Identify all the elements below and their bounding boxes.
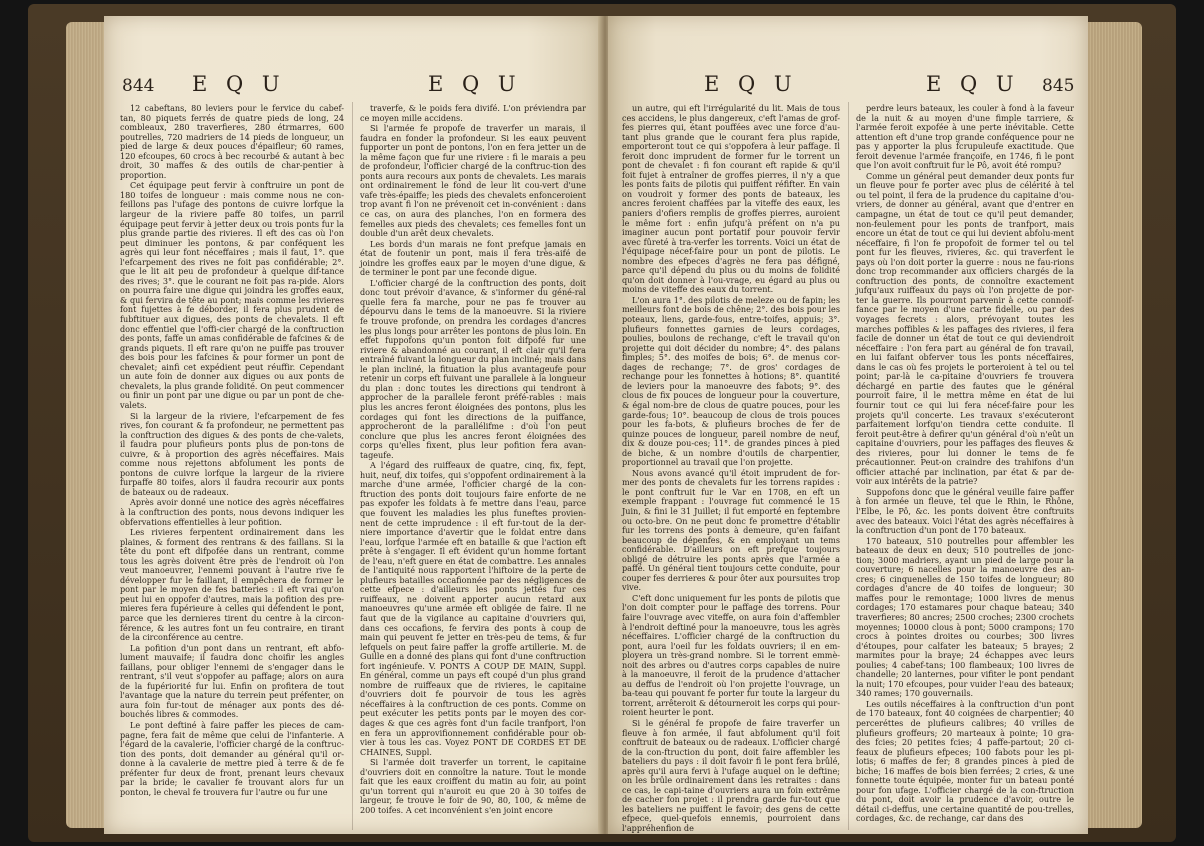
right-running-head-1: E Q U — [704, 72, 798, 96]
column-rule — [352, 102, 353, 830]
paragraph: Nous avons avancé qu'il étoit imprudent de for-mer des ponts de chevalets fur les torrens rapides : le pont conftruit fur le Var en 1708, en eft un exemple frappant : l'ouvrage fut commencé le 15 Juin, & fini le 31 Juillet; il fut emporté en feptembre ou octo-bre. On ne peut donc fe promettre d'établir fur les torrens des ponts à demeure, qu'en faifant beaucoup de dépenfes, & en employant un tems confidérable. D'ailleurs on eft prefque toujours obligé de détruire les ponts après que l'armée a paffé. Un général tient toujours cette conduite, pour couper fes derrieres & pour ôter aux poursuites trop vive. — [622, 467, 840, 593]
paragraph: Si le général fe propofe de faire traverfer un fleuve à fon armée, il faut abfolument qu'il foit conftruit de bateaux ou de radeaux. L'officier chargé de la con-ftruction du pont, doit faire affembler les bateliers du pays : il doit favoir fi le pont fera brûlé, après qu'il aura fervi à l'ufage auquel on le deftine; on les brûle ordinairement dans les retraites : dans ce cas, le capi-taine d'ouvriers aura un foin extrême de cacher fon projet : il prendra garde fur-tout que les bateliers ne puiffent le favoir; des gens de cette efpece, quel-quefois ennemis, pourroient dans l'appréhenfion de — [622, 718, 840, 834]
left-page-edges — [66, 22, 106, 828]
paragraph: Si l'armée fe propofe de traverfer un marais, il faudra en fonder la profondeur. Si les eaux peuvent fupporter un pont de pontons, l'on en fera jetter un de la même façon que fur une riviere : fi le marais a peu de profondeur, l'officier chargé de la conftruc-tion des ponts aura recours aux ponts de chevalets. Les marais ont ordinairement le fond de leur lit cou-vert d'une vafe très-épaiffe; les pieds des chevalets enfonceroient trop avant fi l'on ne prévenoit cet in-convénient : dans ce cas, on aura des planches, l'on en formera des femelles aux pieds des chevalets; ces femelles font un double d'un arêt deux chevalets. — [360, 123, 586, 239]
paragraph: La pofition d'un pont dans un rentrant, eft abfo-lument mauvaife; il faudra donc choifir les angles faillans, pour obliger l'ennemi de s'engager dans le rentrant, s'il veut s'oppofer au paffage; alors on aura de la fupériorité fur lui. Enfin on profitera de tout l'avantage que la nature du terrein peut préfenter, on aura foin fur-tout de ménager aux ponts des dé-bouchés libres & commodes. — [120, 642, 344, 720]
paragraph: L'on aura 1°. des pilotis de meleze ou de fapin; les meilleurs font de bois de chêne; 2°. des bois pour les poteaux, liens, garde-fous, entre-toifes, appuis; 3°. plufieurs fonnettes garnies de leurs cordages, poulies, boulons de rechange, c'eft le travail qu'on projette qui doit décider du nombre; 4°. des palans fimples; 5°. des moifes de bois; 6°. de menus cor-dages de rechange; 7°. de gros' cordages de rechange pour les fonnettes à hotions; 8°. quantité de leviers pour la manoeuvre des fabots; 9°. des clous de fix pouces de longueur pour la couverture, & égal nom-bre de clous de quatre pouces, pour les garde-fous; 10°. beaucoup de clous de trois pouces pour les fa-bots, & plufieurs broches de fer de quinze pouces de longueur, pareil nombre de neuf, dix & douze pou-ces; 11°. de grandes pinces à pied de biche, & un nombre d'outils de charpentier, proportionnel au travail que l'on projette. — [622, 294, 840, 468]
right-column-2 — [856, 104, 1074, 824]
left-page — [104, 16, 602, 834]
paragraph: C'eft donc uniquement fur les ponts de pilotis que l'on doit compter pour le paffage des torrens. Pour faire l'ouvrage avec viteffe, on aura foin d'affembler à l'endroit deftiné pour la manoeuvre, tous les agrès néceffaires. L'officier chargé de la conftruction du pont, aura l'oeil fur les foldats ouvriers; il en em-ployera un très-grand nombre. Si le torrent emmè-noit des arbres ou d'autres corps capables de nuire à la manoeuvre, il feroit de la prudence d'attacher au deffus de l'endroit où l'on projette l'ouvrage, un ba-teau qui pouvant fe porter fur toute la largeur du torrent, arrêteroit & détourneroit les corps qui pour-roient heurter le pont. — [622, 592, 840, 718]
right-column-1 — [622, 104, 840, 834]
paragraph: traverfe, & le poids fera divifé. L'on préviendra par ce moyen mille accidens. — [360, 103, 586, 123]
paragraph: Le pont deftiné à faire paffer les pieces de cam-pagne, fera fait de même que celui de l'infanterie. A l'égard de la cavalerie, l'officier chargé de la conftruc-tion des ponts, doit demander au général qu'il or-donne à la cavalerie de mettre pied à terre & de fe préfenter fur deux de front, prenant leurs chevaux par la bride; le cavalier fe trouvant alors fur un ponton, le cheval fe trouvera fur l'autre ou fur une — [120, 720, 344, 797]
right-page-edges — [1086, 22, 1142, 828]
paragraph: Les outils néceffaires à la conftruction d'un pont de 170 bateaux, font 40 coignées de charpentier; 40 perceréttes de plufieurs calibres; 40 vrilles de plufieurs groffeurs; 20 marteaux à pointe; 10 gra-des fcies; 20 petites fcies; 4 paffe-partout; 20 ci-feaux de plufieurs efpeces; 100 fabots pour les pi-lotis; 6 maffes de fer; 8 grandes pinces à pied de biche; 16 maffes de bois bien ferrées; 2 cries, & une fonnette toute équipée, monter fur un bateau ponté pour fon ufage. L'officier chargé de la con-ftruction du pont, doit avoir la prudence d'avoir, outre le détail ci-deffus, une certaine quantité de pou-trelles, cordages, &c. de rechange, car dans des — [856, 698, 1074, 824]
paragraph: Les bords d'un marais ne font prefque jamais en état de foutenir un pont, mais il fera très-aifé de joindre les groffes eaux par le moyen d'une digue, & de terminer le pont par une feconde digue. — [360, 238, 586, 278]
paragraph: Si la largeur de la riviere, l'efcarpement de fes rives, fon courant & fa profondeur, ne permettent pas la conftruction des digues & des ponts de che-valets, il faudra pour plufieurs ponts plus de pon-tons de cuivre, & à proportion des agrès néceffaires. Mais comme nous rejettons abfolument les ponts de pontons de cuivre lorfque la largeur de la riviere furpaffe 80 toifes, alors il faudra recourir aux ponts de bateaux ou de radeaux. — [120, 410, 344, 497]
left-running-head-2: E Q U — [428, 72, 522, 96]
paragraph: Comme un général peut demander deux ponts fur un fleuve pour fe porter avec plus de célérité à tel ou tel point, il fera de la prudence du capitaine d'ou-vriers, de donner au général, avant que d'entrer en campagne, un état de tout ce qu'il peut demander, non-feulement pour les ponts de tranfport, mais encore un état de tout ce qui lui devient abfolu-ment néceffaire, fi l'on fe propofoit de former tel ou tel pont fur les fleuves, rivieres, &c. qui traverfent le pays où l'on doit porter la guerre : nous ne fau-rions donc trop recommander aux officiers chargés de la conftruction des ponts, de connoître exactement jufqu'aux ruiffeaux du pays où l'on projette de por-ter la guerre. Ils pourront parvenir à cette connoif-fance par le moyen d'une carte fidelle, ou par des voyages fecrets : alors, prévoyant toutes les marches poffibles & les paffages des rivieres, il fera facile de donner un état de tout ce qui deviendroit néceffaire : l'on fera part au général de fon travail, en lui faifant obferver tous les ponts néceffaires, dans le cas où fes projets le porteroient à tel ou tel point; par-là le ca-pitaine d'ouvriers fe trouvera déchargé en partie des fautes que le général pourroit faire, il le mettra même en état de lui fournir tout ce qui lui fera nécef-faire pour les projets qu'il concerte. Les travaux s'exécuteront parfaitement lorfqu'on tiendra cette conduite. Il feroit peut-être à defirer qu'un général d'où n'eût un capitaine d'ouvriers, pour les paffages des fleuves & des rivieres, pour lui donner le tems de fe précautionner. Peut-on craindre des trahifons d'un officier attaché par inclination, par état & par de-voir aux intérêts de la patrie? — [856, 170, 1074, 487]
paragraph: Cet équipage peut fervir à conftruire un pont de 180 toifes de longueur : mais comme nous ne con-feillons pas l'ufage des pontons de cuivre lorfque la largeur de la riviere paffe 80 toifes, un parril équipage peut fervir à jetter deux ou trois ponts fur la plus grande partie des rivieres. Il eft des cas où l'on peut diminuer les pontons, & par conféquent les agrès qui leur font néceffaires ; mais il faut, 1°. que l'efcarpement des rives ne foit pas confidérable; 2°. que le lit ait peu de profondeur à quelque dif-tance des rives; 3°. que le courant ne foit pas ra-pide. Alors on pourra faire une digue qui joindra les groffes eaux, & qui fervira de tête au pont; mais comme les rivieres font fujettes à fe déborder, il fera plus prudent de fubftituer aux digues, des ponts de chevalets. Il eft donc effentiel que l'offi-cier chargé de la conftruction des ponts, faffe un amas confidérable de fafcines & de grands piquets. Il eft rare qu'on ne puiffe pas trouver des bois pour les fafcines & pour former un pont de chevalet; ainfi cet expédient peut réuffir. Cependant un aute foin de donner aux digues ou aux ponts de chevalets, la plus grande folidité. On peut commencer ou finir un pont par une digue ou par un pont de che-valets. — [120, 180, 344, 410]
paragraph: un autre, qui eft l'irrégularité du lit. Mais de tous ces accidens, le plus dangereux, c'eft l'amas de grof-fes pierres qui, étant pouffées avec une force d'au-tant plus grande que le courant fera plus rapide, emporteront tout ce qui s'oppofera à leur paffage. Il feroit donc imprudent de former fur le torrent un pont de chevalet : fi fon courant eft rapide & qu'il foit fujet à entraîner de groffes pierres, il n'y a que les ponts faits de pilotis qui puiffent réfifter. En vain on voudroit y former des ponts de bateaux, les ancres feroient chaffées par la viteffe des eaux, les paniers d'ofiers remplis de groffes pierres, auroient le même fort : enfin jufqu'à préfent on n'a pu imaginer aucun pont portatif pour pouvoir fervir avec fûreté à tra-verfer les torrents. Voici un état de l'équipage nécef-faire pour un pont de pilotis. Le nombre des efpeces d'agrès ne fera pas défigné, parce qu'il dépend du plus ou du moins de folidité qu'on doit donner à l'ou-vrage, eu égard au plus ou moins de viteffe des eaux du torrent. — [622, 103, 840, 295]
paragraph: L'officier chargé de la conftruction des ponts, doit donc tout prévoir d'avance, & s'informer du géné-ral quelle fera fa marche, pour ne pas fe trouver au dépourvu dans le tems de la manoeuvre. Si la riviere fe trouve profonde, on prendra les cordages d'ancres les plus longs pour arrêter les pontons de plus loin. En effet fuppofons qu'un ponton foit difpofé fur une riviere & abandonné au courant, il eft clair qu'il fera entraîné fuivant la longueur du plan incliné; mais dans le plan incliné, la fituation la plus avantageufe pour retenir un corps eft fuivant une parallele à la longueur du plan : donc toutes les directions qui tendront à approcher de la parallele feront préfé-rables : mais plus les ancres feront éloignées des pontons, plus les cordages qui font les directions de la puiffance, approcheront de la parallélifme : d'où l'on peut conclure que plus les ancres feront éloignées des corps qu'elles fixent, plus leur pofition fera avan-tageufe. — [360, 277, 586, 460]
paragraph: Après avoir donné une notice des agrès néceffaires à la conftruction des ponts, nous devons indiquer les obfervations effentielles à leur pofition. — [120, 497, 344, 527]
left-column-1 — [120, 104, 344, 797]
paragraph: 12 cabeftans, 80 leviers pour le fervice du cabef-tan, 80 piquets ferrés de quatre pieds de long, 24 combleaux, 280 traverfieres, 280 étrmarres, 600 poutrelles, 720 madriers de 14 pieds de longueur, un pied de large & deux pouces d'épaifleur; 60 rames, 120 efcoupes, 60 crocs à bec recourbé & autant à bec droit, 30 maffes & des outils de char-pentier à proportion. — [120, 103, 344, 180]
right-page — [608, 16, 1088, 834]
paragraph: A l'égard des ruiffeaux de quatre, cinq, fix, fept, huit, neuf, dix toifes, qui s'oppofent ordinairement à la marche d'une armée, l'officier chargé de la con-ftruction des ponts doit toujours faire enforte de ne pas expofer les foldats à fe mettre dans l'eau, parce que fouvent les maladies les plus funeftes provien-nent de cette imprudence : il eft fur-tout de la der-niere importance d'avertir que le foldat entre dans l'eau, lorfque l'armée eft en bataille & que l'action eft prête à s'engager. Il eft évident qu'un homme fortant de l'eau, n'eft guere en état de combattre. Les annales de l'antiquité nous rapportent l'hiftoire de la perte de plufieurs batailles occafionnée par des négligences de cette efpece : d'ailleurs les ponts jettés fur ces ruiffeaux, ne doivent apporter aucun retard aux manoeuvres qu'une armée eft obligée de faire. Il ne faut que de la vigilance au capitaine d'ouvriers qui, dans ces occafions, fe fervira des ponts à coup de main qui peuvent fe jetter en très-peu de tems, & fur lefquels on peut faire paffer la groffe artillerie. M. de Guille en a donné des plans qui font d'une conftruction fort ingénieufe. V. PONTS A COUP DE MAIN, Suppl. En général, comme un pays eft coupé d'un plus grand nombre de ruiffeaux que de rivieres, le capitaine d'ouvriers doit fe pourvoir de tous les agrès néceffaires à la conftruction de ces ponts. Comme on peut exécuter les petits ponts par le moyen des cor-dages & que ces agrès font d'un facile tranfport, l'on en fera un approvifionnement confidérable pour ob-vier à tous les cas. Voyez PONT DE CORDES ET DE CHAINES, Suppl. — [360, 460, 586, 757]
paragraph: perdre leurs bateaux, les couler à fond à la faveur de la nuit & au moyen d'une fimple tarriere, & l'armée feroit expofée à une perte inévitable. Cette attention eft d'une trop grande conféquence pour ne pas y apporter la plus fcrupuleufe exactitude. Que feroit devenue l'armée françoife, en 1746, fi le pont que l'on avoit conftruit fur le Pô, avoit été rompu? — [856, 103, 1074, 171]
paragraph: Les rivieres ferpentent ordinairement dans les plaines, & forment des rentrans & des faillans. Si la tête du pont eft difpofée dans un rentrant, comme tous les agrès doivent être près de l'endroit où l'on veut manoeuvrer, l'ennemi pouvant à l'autre rive fe développer fur le faillant, il empêchera de former le pont par le moyen de fes batteries : il eft vrai qu'on peut lui en oppofer d'autres, mais la pofition des pre-mieres fera fupérieure à celles qui défendent le pont, parce que les dernieres tirent du centre à la circon-férence, & les autres font un feu contraire, en tirant de la circonférence au centre. — [120, 527, 344, 643]
paragraph: Suppofons donc que le général veuille faire paffer à fon armée un fleuve, tel que le Rhin, le Rhône, l'Elbe, le Pô, &c. les ponts doivent être conftruits avec des bateaux. Voici l'état des agrès néceffaires à la conftruction d'un pont de 170 bateaux. — [856, 486, 1074, 536]
left-page-number: 844 — [122, 76, 155, 96]
left-column-2 — [360, 104, 586, 815]
left-running-head-1: E Q U — [192, 72, 286, 96]
right-running-head-2: E Q U — [926, 72, 1020, 96]
column-rule — [848, 102, 849, 830]
paragraph: 170 bateaux, 510 poutrelles pour affembler les bateaux de deux en deux; 510 poutrelles de jonc-tion; 3000 madriers, ayant un pied de large pour la couverture; 6 nacelles pour la manoeuvre des an-cres; 6 cinquenelles de 150 toifes de longueur; 80 cordages d'ancre de 40 toifes de longueur; 30 maffes pour le remontage; 1000 livres de menus cordages; 170 estamares pour chaque bateau; 340 traverfieres; 80 ancres; 2500 croches; 2300 crochets moyennes; 10000 clous à pont; 5000 crampons; 170 crocs à pointes droites ou courbes; 300 livres d'étoupes, pour calfater les bateaux; 5 brayes; 2 marmites pour la braye; 24 échappes avec leurs poulies; 4 cabef-tans; 100 flambeaux; 100 livres de chandelle; 20 lanternes, pour vifiter le pont pendant la nuit; 170 efcoupes, pour vuider l'eau des bateaux; 340 rames; 170 gouvernails. — [856, 535, 1074, 699]
paragraph: Si l'armée doit traverfer un torrent, le capitaine d'ouvriers doit en connoître la nature. Tout le monde fait que les eaux croiffent du matin au foir, au point qu'un torrent qui n'auroit eu que 20 à 30 toifes de largeur, fe trouve le foir de 90, 80, 100, & même de 200 toifes. A cet inconvénient s'en joint encore — [360, 757, 586, 815]
right-page-number: 845 — [1042, 76, 1075, 96]
